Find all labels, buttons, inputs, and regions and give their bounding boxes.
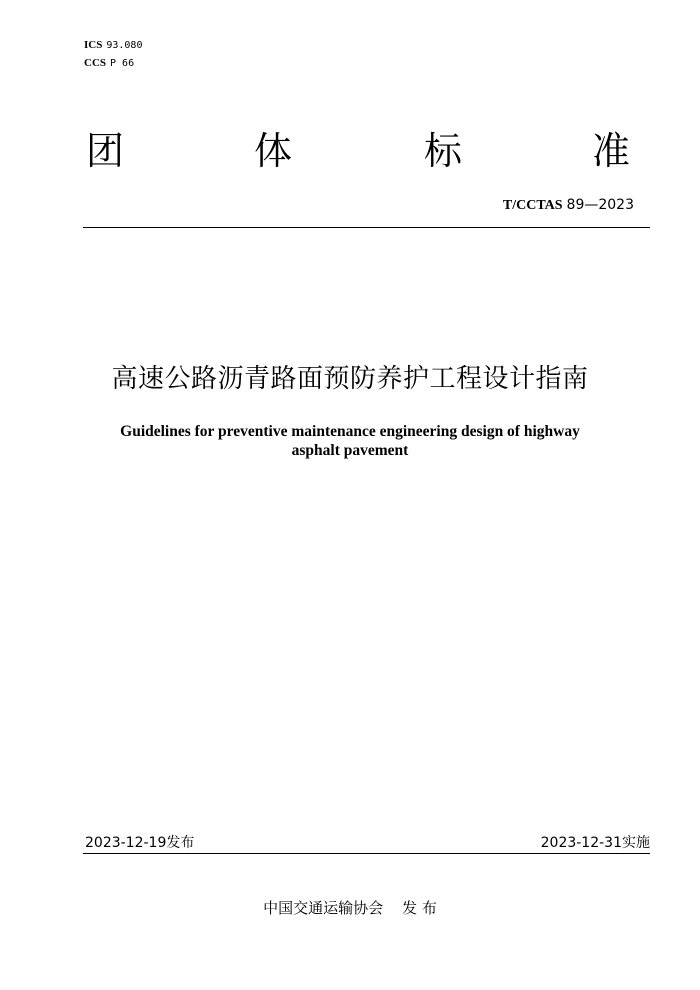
bottom-divider bbox=[83, 853, 650, 854]
category-char-3: 标 bbox=[424, 129, 463, 173]
title-chinese: 高速公路沥青路面预防养护工程设计指南 bbox=[111, 364, 589, 394]
category-char-2: 体 bbox=[254, 129, 293, 173]
ccs-code bbox=[84, 56, 134, 71]
standard-number bbox=[503, 196, 634, 215]
top-divider bbox=[83, 227, 650, 228]
ics-code bbox=[84, 38, 142, 53]
title-english-line-2: asphalt pavement bbox=[291, 442, 409, 459]
issue-date: 2023-12-19发布 bbox=[85, 835, 195, 851]
standard-year: 89—2023 bbox=[566, 197, 634, 213]
title-english bbox=[0, 422, 700, 460]
ics-value: 93.080 bbox=[106, 40, 143, 51]
category-char-1: 团 bbox=[86, 129, 125, 173]
ics-label: ICS bbox=[84, 39, 103, 51]
title-english-line-1: Guidelines for preventive maintenance engineering design of highway bbox=[120, 423, 580, 440]
ccs-value: P 66 bbox=[110, 58, 135, 69]
ccs-label: CCS bbox=[84, 57, 107, 69]
standard-code: T/CCTAS bbox=[502, 198, 563, 213]
category-char-4: 准 bbox=[592, 129, 631, 173]
publisher: 中国交通运输协会 发 布 bbox=[263, 899, 437, 917]
implementation-date: 2023-12-31实施 bbox=[540, 835, 650, 851]
